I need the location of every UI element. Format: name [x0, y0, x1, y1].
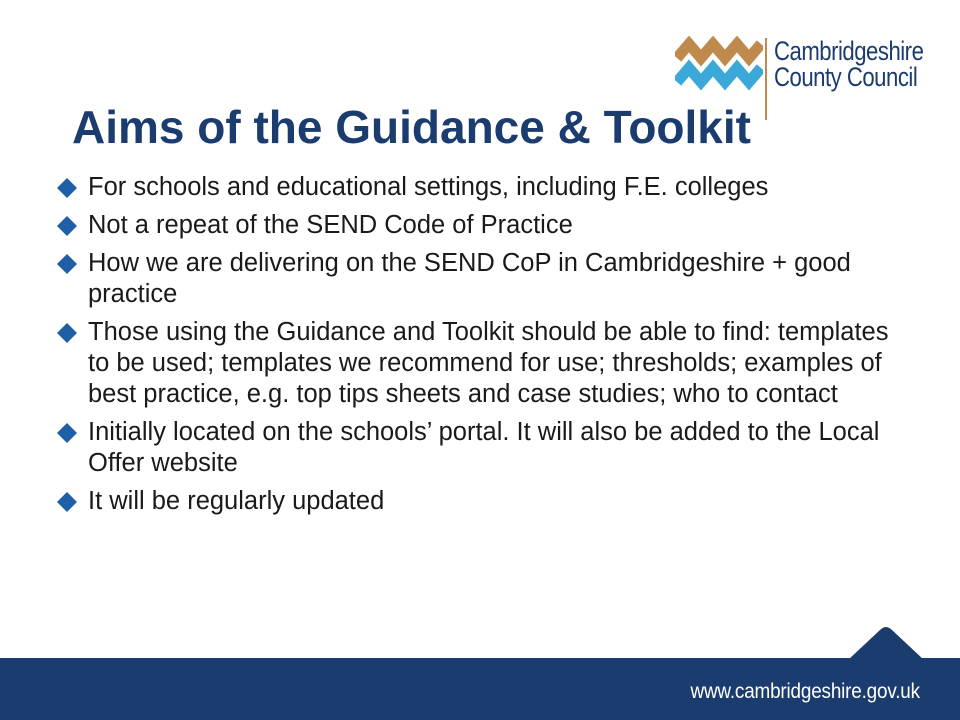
bullet-list	[56, 172, 906, 524]
diamond-bullet-icon	[57, 254, 77, 274]
bullet-item	[56, 248, 906, 310]
bullet-text: It will be regularly updated	[88, 487, 385, 515]
council-name-line1: Cambridgeshire	[774, 36, 924, 66]
bullet-text: How we are delivering on the SEND CoP in Cambridgeshire + good practice	[88, 249, 851, 308]
logo-divider	[765, 38, 767, 120]
bullet-item	[56, 417, 906, 479]
bullet-text: Not a repeat of the SEND Code of Practice	[88, 211, 573, 239]
bullet-text: Initially located on the schools’ portal. It will also be added to the Local Offer website	[88, 418, 880, 477]
diamond-bullet-icon	[57, 216, 77, 236]
diamond-bullet-icon	[57, 323, 77, 343]
bullet-text: For schools and educational settings, including F.E. colleges	[88, 173, 769, 201]
council-logo-mark-icon	[675, 36, 763, 96]
diamond-bullet-icon	[57, 492, 77, 512]
slide-title: Aims of the Guidance & Toolkit	[72, 101, 751, 153]
bullet-item	[56, 210, 906, 241]
bullet-item	[56, 172, 906, 203]
bullet-item	[56, 317, 906, 410]
diamond-bullet-icon	[57, 423, 77, 443]
bullet-item	[56, 486, 906, 517]
diamond-bullet-icon	[57, 178, 77, 198]
footer-website-url: www.cambridgeshire.gov.uk	[690, 680, 920, 703]
council-name-line2: County Council	[774, 62, 918, 92]
bullet-text: Those using the Guidance and Toolkit should be able to find: templates to be used; templates we recommend for use; thresholds; examples of best practice, e.g. top tips sheets and case studies; who to contact	[88, 318, 889, 408]
council-name	[774, 38, 923, 90]
